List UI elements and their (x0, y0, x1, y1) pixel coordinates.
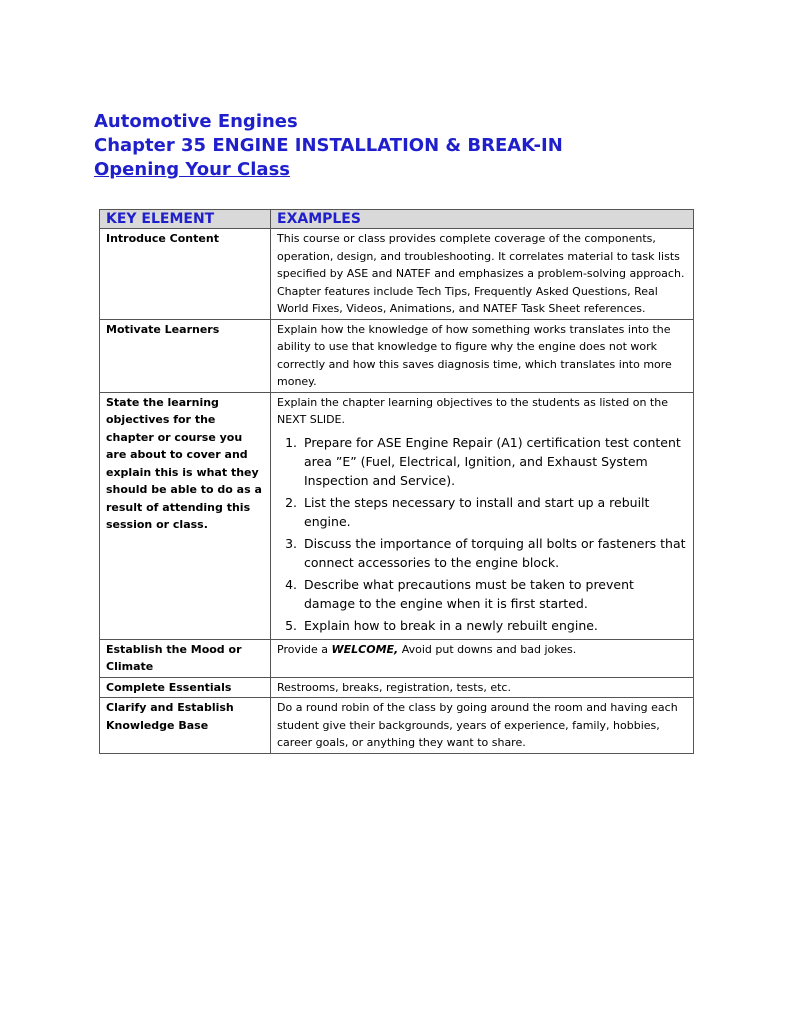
chapter-title: Chapter 35 ENGINE INSTALLATION & BREAK-IN (94, 135, 563, 156)
key-element-cell: Introduce Content (100, 229, 271, 320)
course-title: Automotive Engines (94, 111, 298, 132)
list-item: 5. Explain how to break in a newly rebuilt engine. (301, 616, 687, 635)
table-row (100, 677, 694, 698)
key-elements-table (99, 209, 694, 754)
key-element-cell: Complete Essentials (100, 677, 271, 698)
table-row (100, 319, 694, 392)
example-cell: Explain how the knowledge of how something works translates into the ability to use that knowledge to figure why the engine does not work correctly and how this saves diagnosis time, which translates into more money. (271, 319, 694, 392)
document-header (94, 110, 734, 182)
key-element-cell: State the learning objectives for the chapter or course you are about to cover and explain this is what they should be able to do as a result of attending this session or class. (100, 392, 271, 639)
example-cell: Do a round robin of the class by going around the room and having each student give their backgrounds, years of experience, family, hobbies, career goals, or anything they want to share. (271, 698, 694, 754)
list-item: 3. Discuss the importance of torquing all bolts or fasteners that connect accessories to the engine block. (301, 534, 687, 572)
section-title-link[interactable]: Opening Your Class (94, 159, 291, 180)
example-cell (271, 392, 694, 639)
objectives-list (277, 433, 687, 635)
table-row (100, 639, 694, 677)
example-text-post: Avoid put downs and bad jokes. (398, 642, 577, 656)
list-item: 2. List the steps necessary to install and start up a rebuilt engine. (301, 493, 687, 531)
column-header-key-element: KEY ELEMENT (100, 210, 271, 229)
key-element-cell: Motivate Learners (100, 319, 271, 392)
example-cell: This course or class provides complete coverage of the components, operation, design, and troubleshooting. It correlates material to task lists specified by ASE and NATEF and emphasizes a problem-solving approach. Chapter features include Tech Tips, Frequently Asked Questions, Real World Fixes, Videos, Animations, and NATEF Task Sheet references. (271, 229, 694, 320)
example-cell: Restrooms, breaks, registration, tests, etc. (271, 677, 694, 698)
objectives-intro: Explain the chapter learning objectives to the students as listed on the NEXT SLIDE. (277, 395, 668, 426)
list-item: 1. Prepare for ASE Engine Repair (A1) certification test content area ”E” (Fuel, Electrical, Ignition, and Exhaust System Inspection and Service). (301, 433, 687, 490)
table-row (100, 392, 694, 639)
key-element-cell: Clarify and Establish Knowledge Base (100, 698, 271, 754)
example-cell (271, 639, 694, 677)
table-row (100, 698, 694, 754)
table-row (100, 229, 694, 320)
example-text-pre: Provide a (277, 642, 332, 656)
table-header-row (100, 210, 694, 229)
welcome-emphasis: WELCOME, (331, 642, 399, 656)
list-item: 4. Describe what precautions must be taken to prevent damage to the engine when it is first started. (301, 575, 687, 613)
column-header-examples: EXAMPLES (271, 210, 694, 229)
key-element-cell: Establish the Mood or Climate (100, 639, 271, 677)
